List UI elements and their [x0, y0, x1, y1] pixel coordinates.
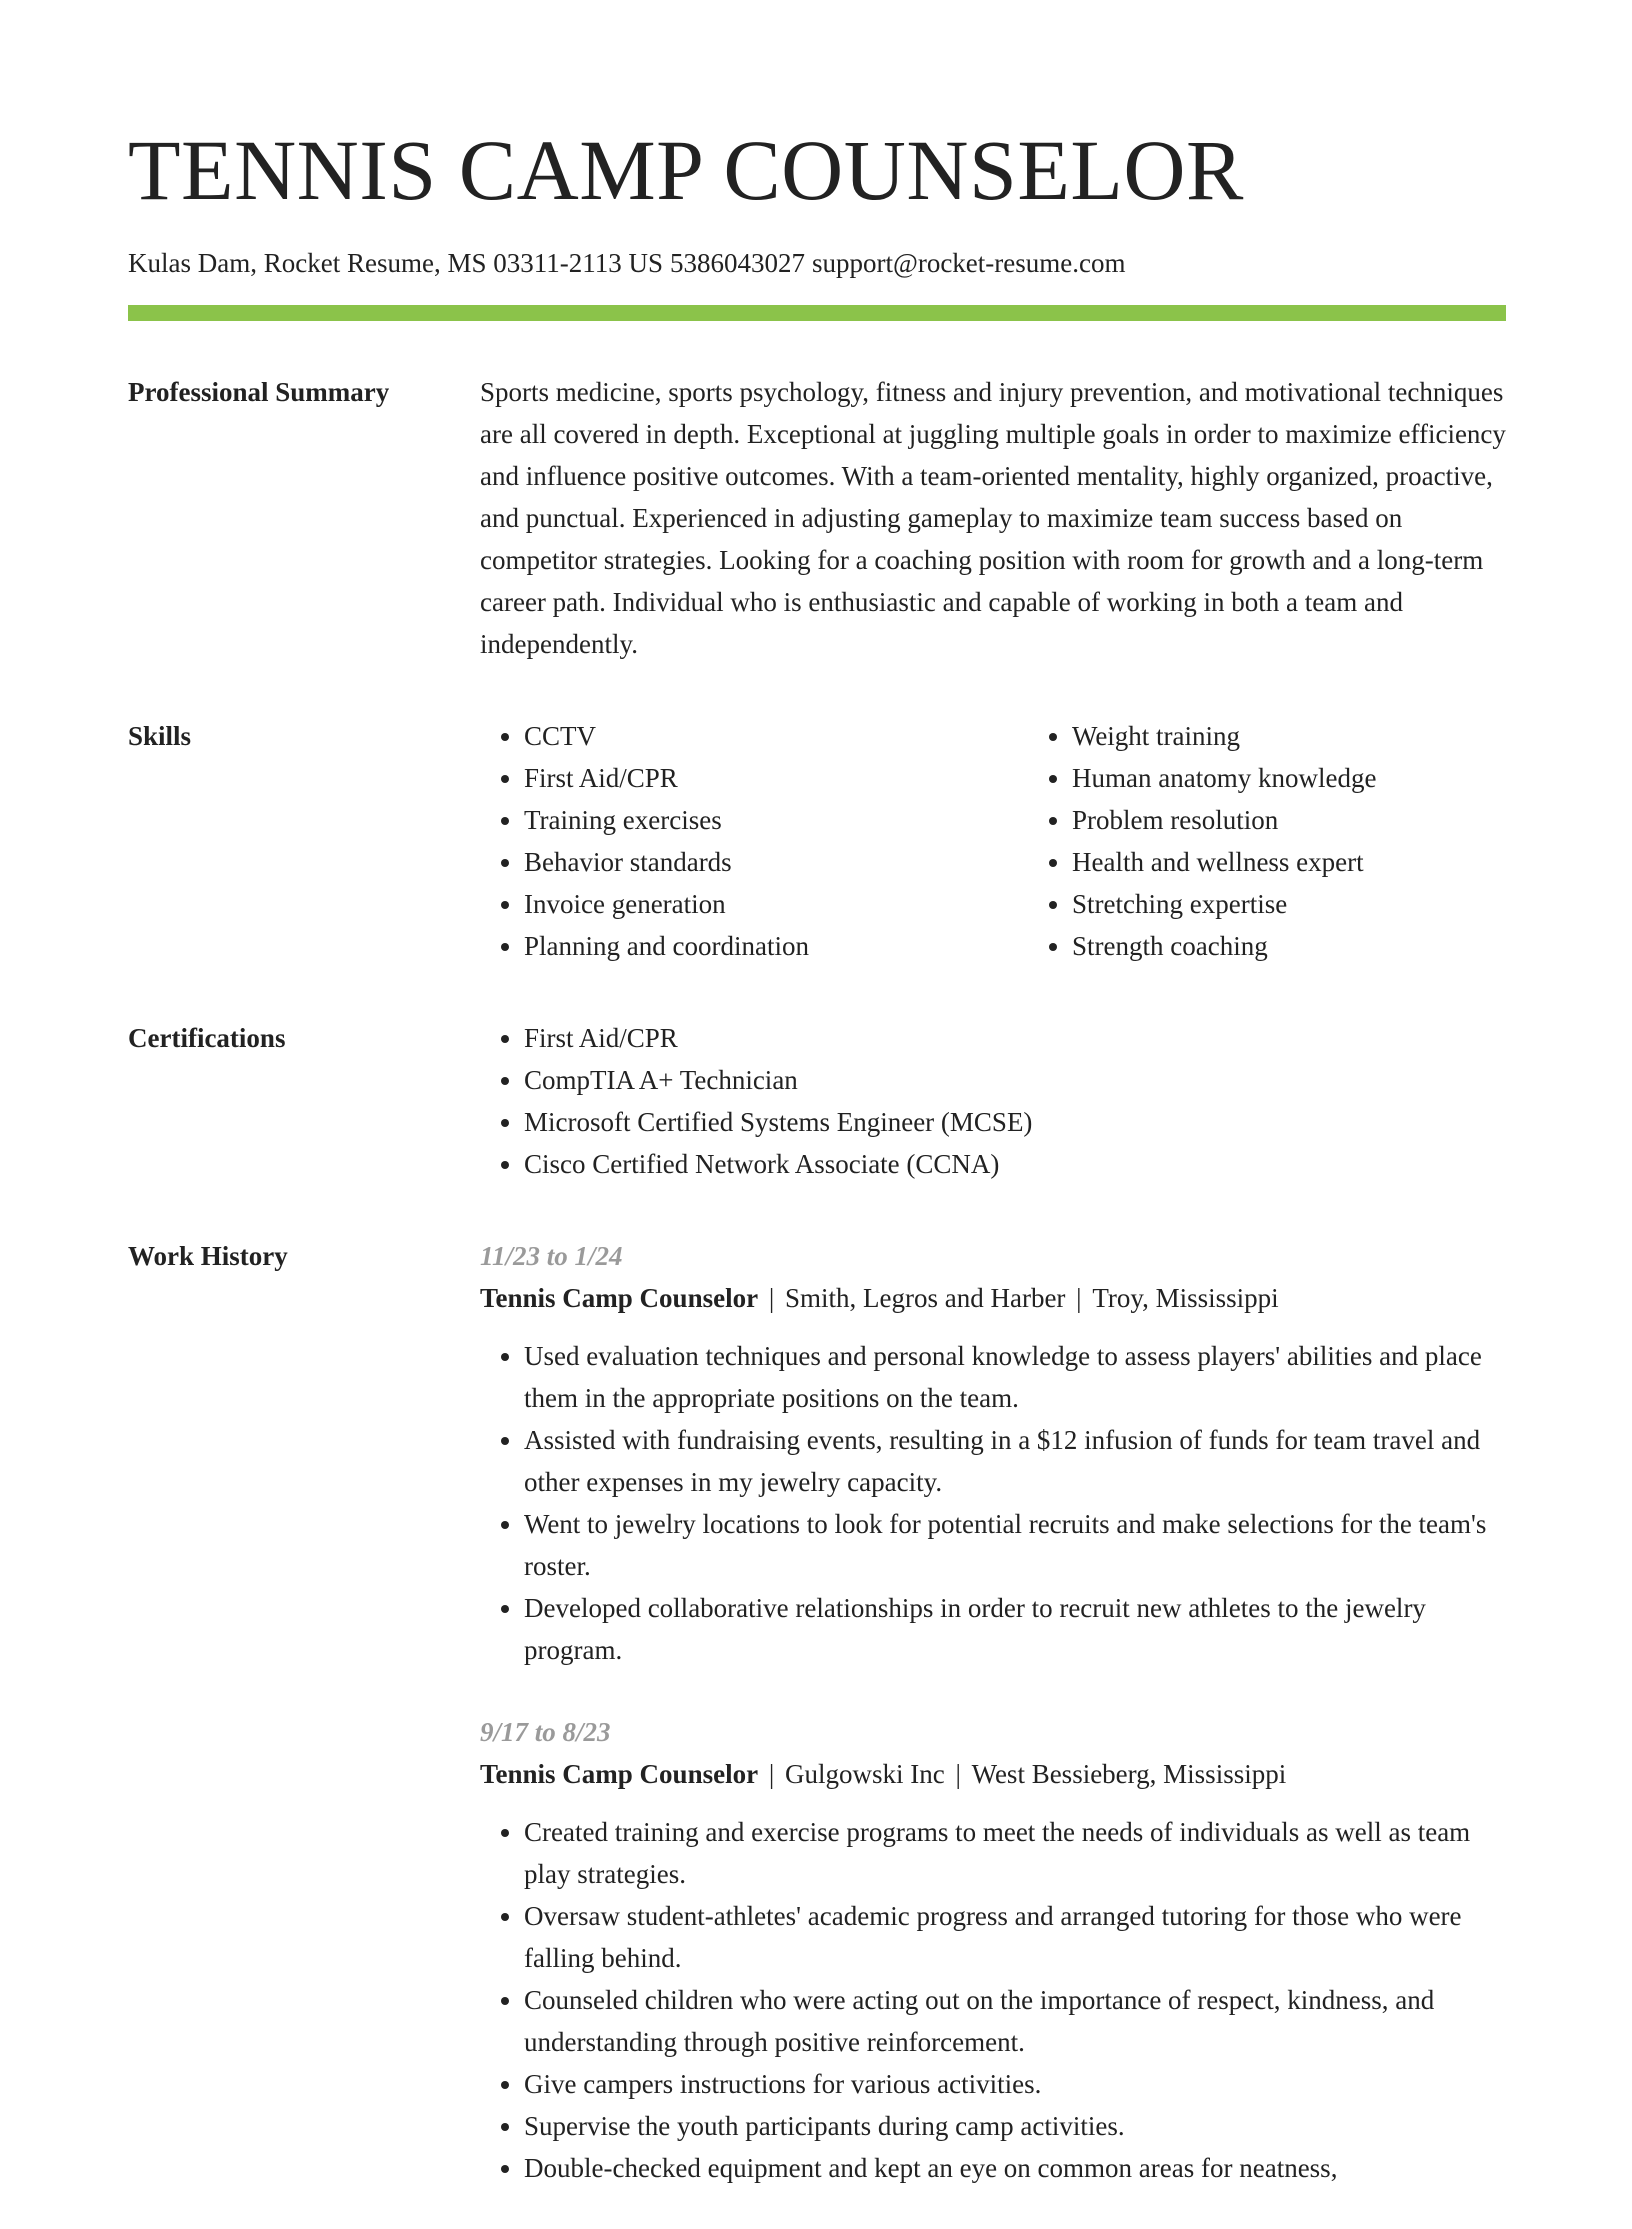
skill-item: • Human anatomy knowledge: [1072, 757, 1506, 799]
skills-section: [128, 715, 1506, 967]
job-separator: |: [948, 1759, 968, 1789]
summary-section: [128, 371, 1506, 665]
job-separator: |: [762, 1759, 781, 1789]
job-heading: [480, 1277, 1506, 1319]
skill-item: • Problem resolution: [1072, 799, 1506, 841]
skill-item: • Stretching expertise: [1072, 883, 1506, 925]
skill-item: • Behavior standards: [524, 841, 1028, 883]
resume-name: TENNIS CAMP COUNSELOR: [128, 122, 1244, 218]
job-location: Troy, Mississippi: [1092, 1283, 1279, 1313]
certification-item: • Cisco Certified Network Associate (CCNA): [524, 1143, 1506, 1185]
contact-email: support@rocket-resume.com: [811, 248, 1126, 278]
skills-list-col2: [1028, 715, 1506, 967]
section-title-work-history: Work History: [128, 1241, 288, 1271]
job-company: Gulgowski Inc: [784, 1759, 945, 1789]
job-separator: |: [762, 1283, 781, 1313]
certifications-section: [128, 1017, 1506, 1185]
job-bullet: • Counseled children who were acting out on the importance of respect, kindness, and understanding through positive reinforcement.: [524, 1979, 1506, 2063]
job-bullet: • Oversaw student-athletes' academic progress and arranged tutoring for those who were falling behind.: [524, 1895, 1506, 1979]
section-title-certifications: Certifications: [128, 1023, 286, 1053]
job-location: West Bessieberg, Mississippi: [971, 1759, 1287, 1789]
skill-item: • First Aid/CPR: [524, 757, 1028, 799]
skills-list-col1: [480, 715, 1028, 967]
skill-item: • Strength coaching: [1072, 925, 1506, 967]
job-dates: 11/23 to 1/24: [480, 1241, 623, 1271]
job-dates: 9/17 to 8/23: [480, 1717, 611, 1747]
job-role: Tennis Camp Counselor: [480, 1283, 759, 1313]
skill-item: • Planning and coordination: [524, 925, 1028, 967]
job-separator: |: [1069, 1283, 1089, 1313]
job-bullet: • Assisted with fundraising events, resulting in a $12 infusion of funds for team travel and other expenses in my jewelry capacity.: [524, 1419, 1506, 1503]
job-company: Smith, Legros and Harber: [784, 1283, 1066, 1313]
summary-text: Sports medicine, sports psychology, fitness and injury prevention, and motivational techniques are all covered in depth. Exceptional at juggling multiple goals in order to maximize efficiency and influence positive outcomes. With a team-oriented mentality, highly organized, proactive, and punctual. Experienced in adjusting gameplay to maximize team success based on competitor strategies. Looking for a coaching position with room for growth and a long-term career path. Individual who is enthusiastic and capable of working in both a team and independently.: [480, 377, 1506, 659]
job-bullet: • Supervise the youth participants during camp activities.: [524, 2105, 1506, 2147]
resume-page: [128, 0, 1506, 2229]
job-role: Tennis Camp Counselor: [480, 1759, 759, 1789]
skill-item: • CCTV: [524, 715, 1028, 757]
job-bullet: • Developed collaborative relationships in order to recruit new athletes to the jewelry program.: [524, 1587, 1506, 1671]
job-bullets: [480, 1335, 1506, 1671]
work-history-section: [128, 1235, 1506, 2229]
job-bullet: • Went to jewelry locations to look for potential recruits and make selections for the team's roster.: [524, 1503, 1506, 1587]
certifications-list: [480, 1017, 1506, 1185]
contact-line: [128, 246, 1506, 280]
job-entry: [480, 1711, 1506, 2189]
skill-item: • Training exercises: [524, 799, 1028, 841]
job-entry: [480, 1235, 1506, 1671]
job-bullet: • Double-checked equipment and kept an eye on common areas for neatness,: [524, 2147, 1506, 2189]
skill-item: • Health and wellness expert: [1072, 841, 1506, 883]
skill-item: • Invoice generation: [524, 883, 1028, 925]
contact-phone: 5386043027: [669, 248, 805, 278]
certification-item: • First Aid/CPR: [524, 1017, 1506, 1059]
accent-divider: [128, 305, 1506, 321]
section-title-summary: Professional Summary: [128, 377, 390, 407]
certification-item: • CompTIA A+ Technician: [524, 1059, 1506, 1101]
job-bullet: • Used evaluation techniques and personal knowledge to assess players' abilities and place them in the appropriate positions on the team.: [524, 1335, 1506, 1419]
job-heading: [480, 1753, 1506, 1795]
skill-item: • Weight training: [1072, 715, 1506, 757]
certification-item: • Microsoft Certified Systems Engineer (MCSE): [524, 1101, 1506, 1143]
job-bullets: [480, 1811, 1506, 2189]
job-bullet: • Give campers instructions for various activities.: [524, 2063, 1506, 2105]
contact-address: Kulas Dam, Rocket Resume, MS 03311-2113 US: [128, 248, 663, 278]
job-bullet: • Created training and exercise programs to meet the needs of individuals as well as team play strategies.: [524, 1811, 1506, 1895]
section-title-skills: Skills: [128, 721, 192, 751]
